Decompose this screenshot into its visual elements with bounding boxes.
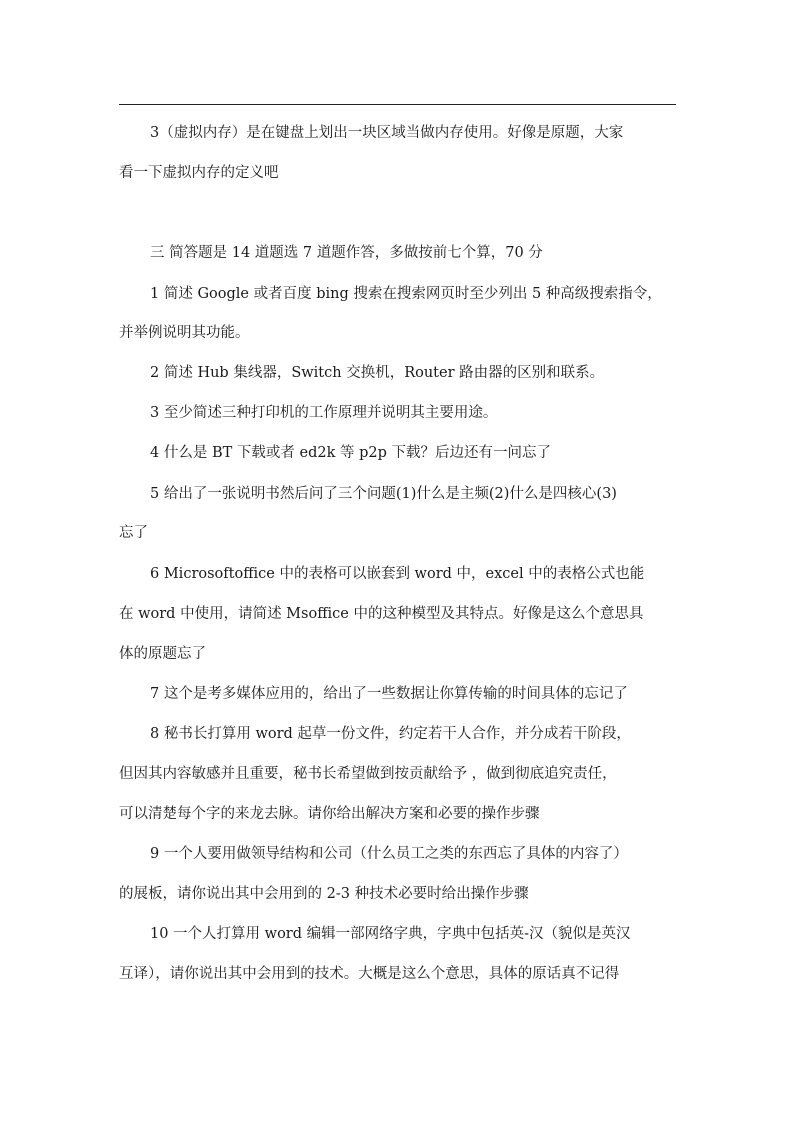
question-line: 10 一个人打算用 word 编辑一部网络字典，字典中包括英-汉（貌似是英汉 (150, 926, 631, 942)
question-line: 7 这个是考多媒体应用的，给出了一些数据让你算传输的时间具体的忘记了 (150, 686, 628, 702)
question-line: 体的原题忘了 (119, 646, 206, 662)
question-line: 5 给出了一张说明书然后问了三个问题(1)什么是主频(2)什么是四核心(3) (150, 486, 617, 502)
question-line: 8 秘书长打算用 word 起草一份文件，约定若干人合作，并分成若干阶段， (150, 726, 631, 742)
question-line: 忘了 (119, 525, 148, 541)
question-line: 的展板，请你说出其中会用到的 2-3 种技术必要时给出操作步骤 (119, 886, 529, 902)
question-line: 1 简述 Google 或者百度 bing 搜索在搜索网页时至少列出 5 种高级搜索指令， (150, 286, 662, 302)
question-line: 可以清楚每个字的来龙去脉。请你给出解决方案和必要的操作步骤 (119, 806, 540, 822)
paragraph-line: 3（虚拟内存）是在键盘上划出一块区域当做内存使用。好像是原题，大家 (150, 125, 624, 141)
section-heading: 三 简答题是 14 道题选 7 道题作答，多做按前七个算，70 分 (150, 245, 543, 261)
question-line: 互译），请你说出其中会用到的技术。大概是这么个意思，具体的原话真不记得 (119, 966, 620, 982)
question-line: 并举例说明其功能。 (119, 325, 250, 341)
question-line: 9 一个人要用做领导结构和公司（什么员工之类的东西忘了具体的内容了） (150, 846, 628, 862)
question-line: 3 至少简述三种打印机的工作原理并说明其主要用途。 (150, 405, 498, 421)
question-line: 4 什么是 BT 下载或者 ed2k 等 p2p 下载？后边还有一问忘了 (150, 445, 551, 461)
question-line: 但因其内容敏感并且重要，秘书长希望做到按贡献给予 ，做到彻底追究责任， (119, 766, 617, 782)
header-rule (119, 104, 676, 105)
question-line: 6 Microsoftoffice 中的表格可以嵌套到 word 中，excel 中的表格公式也能 (150, 566, 645, 582)
paragraph-line: 看一下虚拟内存的定义吧 (119, 165, 279, 181)
question-line: 在 word 中使用，请简述 Msoffice 中的这种模型及其特点。好像是这么个意思具 (119, 606, 644, 622)
question-line: 2 简述 Hub 集线器，Switch 交换机，Router 路由器的区别和联系。 (150, 365, 605, 381)
